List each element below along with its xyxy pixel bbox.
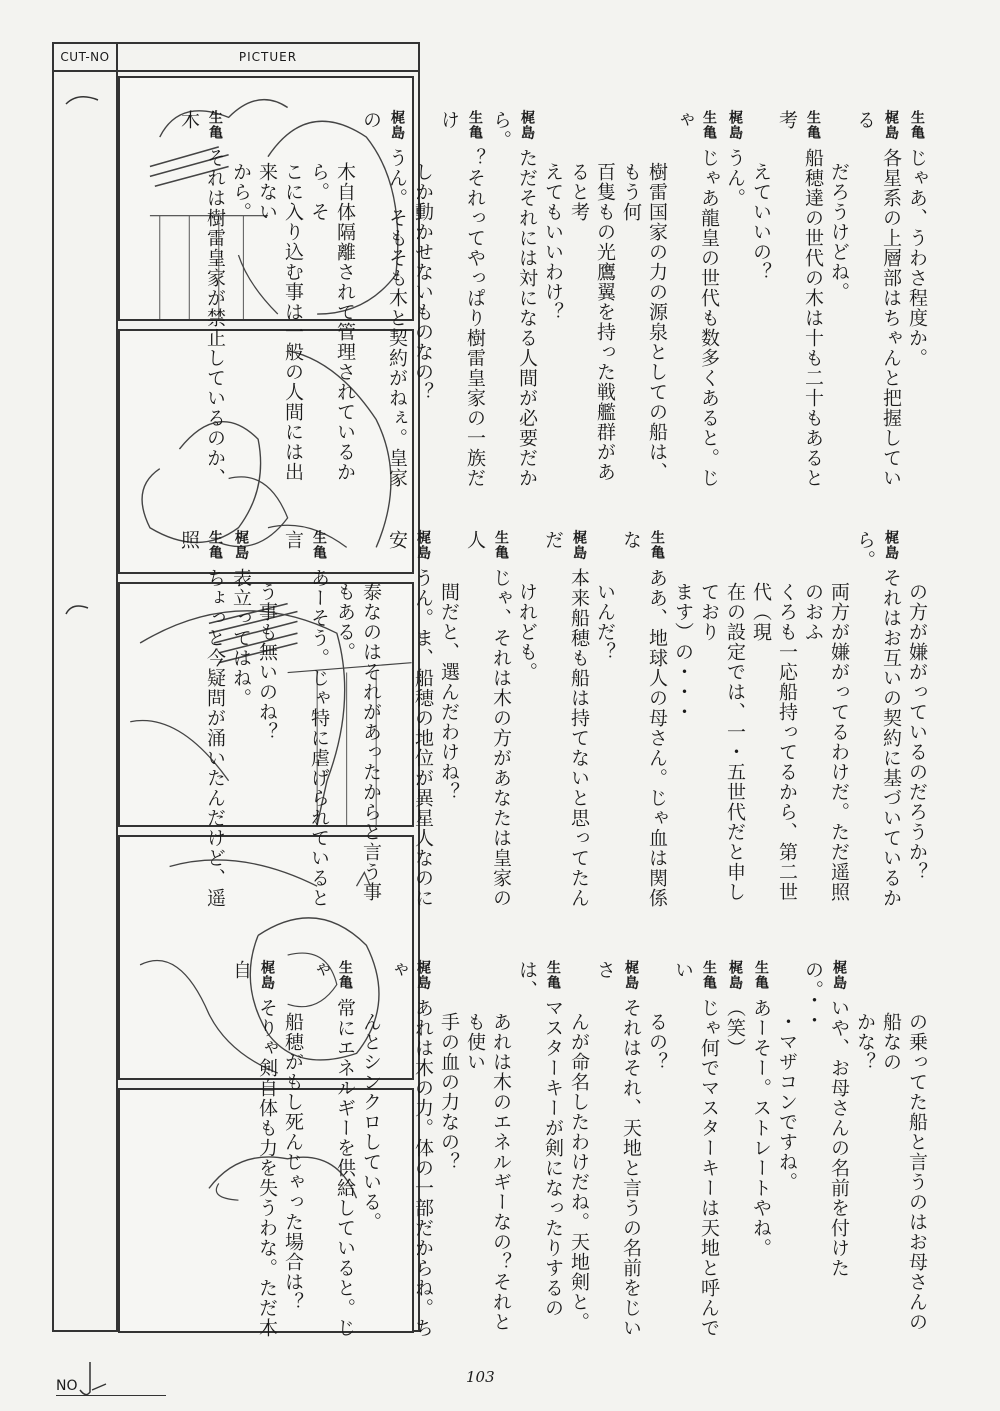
dialogue-line [540,530,592,910]
dialogue-text: うん。ま、船穂の地位が異星人なのに安 [386,530,434,908]
speaker-label: 生亀 [207,530,223,560]
dialogue-line [488,110,540,490]
dialogue-line [462,960,514,1340]
interview-block-bottom [230,960,930,1340]
dialogue-text: るの？ [646,1012,668,1072]
dialogue-text: じゃあ龍皇の世代も数多くあると。じゃ [672,110,720,488]
dialogue-text: ？それってやっぱり樹雷皇家の一族だけ [438,110,486,488]
dialogue-line [176,110,228,490]
dialogue-line [358,960,384,1340]
dialogue-text: ます）の・・・ [672,582,694,722]
dialogue-line [592,960,644,1340]
dialogue-line [904,110,930,490]
footer-handwritten-mark [78,1360,108,1400]
page-number: 103 [466,1368,495,1386]
speaker-label: 生亀 [753,960,769,990]
dialogue-text: あーそう。じゃ特に虐げられていると言 [282,530,330,908]
speaker-label: 梶島 [233,530,249,560]
dialogue-line [878,960,930,1340]
speaker-label: 生亀 [207,110,223,140]
dialogue-line [618,110,670,490]
speaker-label: 梶島 [727,960,743,990]
dialogue-line [748,110,774,490]
dialogue-line [670,530,696,910]
speaker-label: 生亀 [493,530,509,560]
speaker-label: 生亀 [467,110,483,140]
dialogue-text: いや、お母さんの名前を付けたの。・・ [802,960,850,1278]
dialogue-line [722,110,748,490]
dialogue-line [852,530,904,910]
dialogue-text: あれは木の力。体の一部だからね。ちゃ [386,960,434,1338]
dialogue-text: 表立ってはね。 [230,568,252,708]
speaker-label: 生亀 [909,110,925,140]
dialogue-line [436,530,462,910]
dialogue-text: じゃ、それは木の方があなたは皇家の人 [464,530,512,908]
dialogue-line [436,110,488,490]
dialogue-text: 両方が嫌がってるわけだ。ただ遥照のおふ [802,582,850,902]
dialogue-text: けれども。 [516,582,538,682]
dialogue-line [644,960,670,1340]
speaker-label: 梶島 [389,110,405,140]
dialogue-text: くろも一応船持ってるから、第二世代（現 [750,582,798,902]
dialogue-line [748,960,774,1340]
dialogue-text: うん。 [724,148,746,208]
dialogue-text: 間だと、選んだわけね？ [438,582,460,802]
dialogue-text: いんだ？ [594,582,616,662]
dialogue-line [228,530,254,910]
dialogue-line [254,530,280,910]
picture-label: PICTUER [238,50,298,64]
dialogue-line [774,110,826,490]
dialogue-line [774,960,800,1340]
cut-marks [58,74,112,1314]
dialogue-text: （笑） [724,998,746,1058]
dialogue-text: 常にエネルギーを供給していると。じゃ [308,960,356,1338]
dialogue-line [800,530,852,910]
dialogue-text: それはお互いの契約に基づいているから。 [854,530,902,908]
dialogue-line [228,960,280,1340]
speaker-label: 梶島 [571,530,587,560]
dialogue-line [306,110,358,490]
dialogue-line [306,960,358,1340]
dialogue-line [332,530,384,910]
dialogue-line [904,530,930,910]
speaker-label: 梶島 [415,960,431,990]
dialogue-text: じゃ何でマスターキーは天地と呼んでい [672,960,720,1338]
dialogue-line [514,960,566,1340]
speaker-label: 梶島 [883,110,899,140]
dialogue-text: ・マザコンですね。 [776,1012,798,1192]
dialogue-line [566,110,618,490]
speaker-label: 生亀 [701,960,717,990]
dialogue-text: う事も無いのね？ [256,582,278,742]
dialogue-text: うん。そもそも木と契約がねぇ。皇家の [360,110,408,488]
dialogue-line [852,110,904,490]
dialogue-line [852,960,878,1340]
storyboard-header [54,44,418,72]
speaker-label: 生亀 [805,110,821,140]
dialogue-text: 樹雷国家の力の源泉としての船は、もう何 [620,162,668,482]
speaker-label: 生亀 [649,530,665,560]
footer-cut-number: NO [56,1378,78,1394]
dialogue-line [722,960,748,1340]
dialogue-line [618,530,670,910]
dialogue-text: の乗ってた船と言うのはお母さんの船なの [880,1012,928,1332]
dialogue-text: んとシンクロしている。 [360,1012,382,1232]
dialogue-text: かな？ [854,1012,876,1072]
dialogue-line [176,530,228,910]
dialogue-line [748,530,800,910]
dialogue-text: ああ、地球人の母さん。じゃ血は関係な [620,530,668,908]
dialogue-text: あれは木のエネルギーなの？それとも使い [464,1012,512,1332]
dialogue-line [566,960,592,1340]
dialogue-line [280,530,332,910]
dialogue-line [228,110,254,490]
speaker-label: 梶島 [831,960,847,990]
speaker-label: 生亀 [545,960,561,990]
footer-rule [56,1395,166,1396]
dialogue-text: しか動かせないものなの？ [412,162,434,402]
dialogue-line [280,960,306,1340]
dialogue-text: 木自体隔離されて管理されているから。そ [308,162,356,482]
dialogue-line [670,960,722,1340]
dialogue-text: から。 [230,162,252,222]
dialogue-text: ちょっと今疑問が涌いたんだけど、遥照 [178,530,226,908]
dialogue-text: じゃあ、うわさ程度か。 [906,148,928,368]
speaker-label: 梶島 [519,110,535,140]
dialogue-line [410,110,436,490]
dialogue-text: 各星系の上層部はちゃんと把握している [854,110,902,488]
speaker-label: 梶島 [727,110,743,140]
dialogue-line [670,110,722,490]
dialogue-text: マスターキーが剣になったりするのは、 [516,960,564,1318]
speaker-label: 梶島 [415,530,431,560]
dialogue-line [384,530,436,910]
dialogue-line [384,960,436,1340]
dialogue-text: 船穂達の世代の木は十も二十もあると考 [776,110,824,488]
dialogue-text: ただそれには対になる人間が必要だから。 [490,110,538,488]
dialogue-text: あーそー。ストレートやね。 [750,998,772,1258]
dialogue-text: こに入り込む事は一般の人間には出来ない [256,162,304,482]
dialogue-text: 本来船穂も船は持てないと思ってたんだ [542,530,590,908]
dialogue-line [696,530,748,910]
dialogue-line [514,530,540,910]
interview-block-top [178,110,930,490]
dialogue-text: えてもいいわけ？ [542,162,564,322]
dialogue-text: えていいの？ [750,162,772,282]
dialogue-text: 手の血の力なの？ [438,1012,460,1172]
dialogue-line [826,110,852,490]
speaker-label: 生亀 [701,110,717,140]
dialogue-text: の方が嫌がっているのだろうか？ [906,582,928,882]
dialogue-text: んが命名したわけだね。天地剣と。 [568,1012,590,1332]
dialogue-line [358,110,410,490]
speaker-label: 生亀 [337,960,353,990]
dialogue-line [592,530,618,910]
speaker-label: 梶島 [623,960,639,990]
cut-no-label: CUT-NO [54,44,118,70]
dialogue-text: そりゃ剣自体も力を失うわな。ただ木自 [230,960,278,1338]
dialogue-line [800,960,852,1340]
dialogue-line [462,530,514,910]
dialogue-line [540,110,566,490]
dialogue-line [254,110,306,490]
dialogue-text: 船穂がもし死んじゃった場合は？ [282,1012,304,1312]
dialogue-text: 泰なのはそれがあったからと言う事もある。 [334,582,382,902]
speaker-label: 梶島 [259,960,275,990]
dialogue-text: それはそれ、天地と言うの名前をじいさ [594,960,642,1338]
dialogue-text: それは樹雷皇家が禁止しているのか、木 [178,110,226,488]
dialogue-text: 在の設定では、一・五世代だと申しており [698,582,746,902]
speaker-label: 梶島 [883,530,899,560]
dialogue-text: だろうけどね。 [828,162,850,302]
speaker-label: 生亀 [311,530,327,560]
interview-block-middle [178,530,930,910]
dialogue-line [436,960,462,1340]
dialogue-text: 百隻もの光鷹翼を持った戦艦群があると考 [568,162,616,482]
